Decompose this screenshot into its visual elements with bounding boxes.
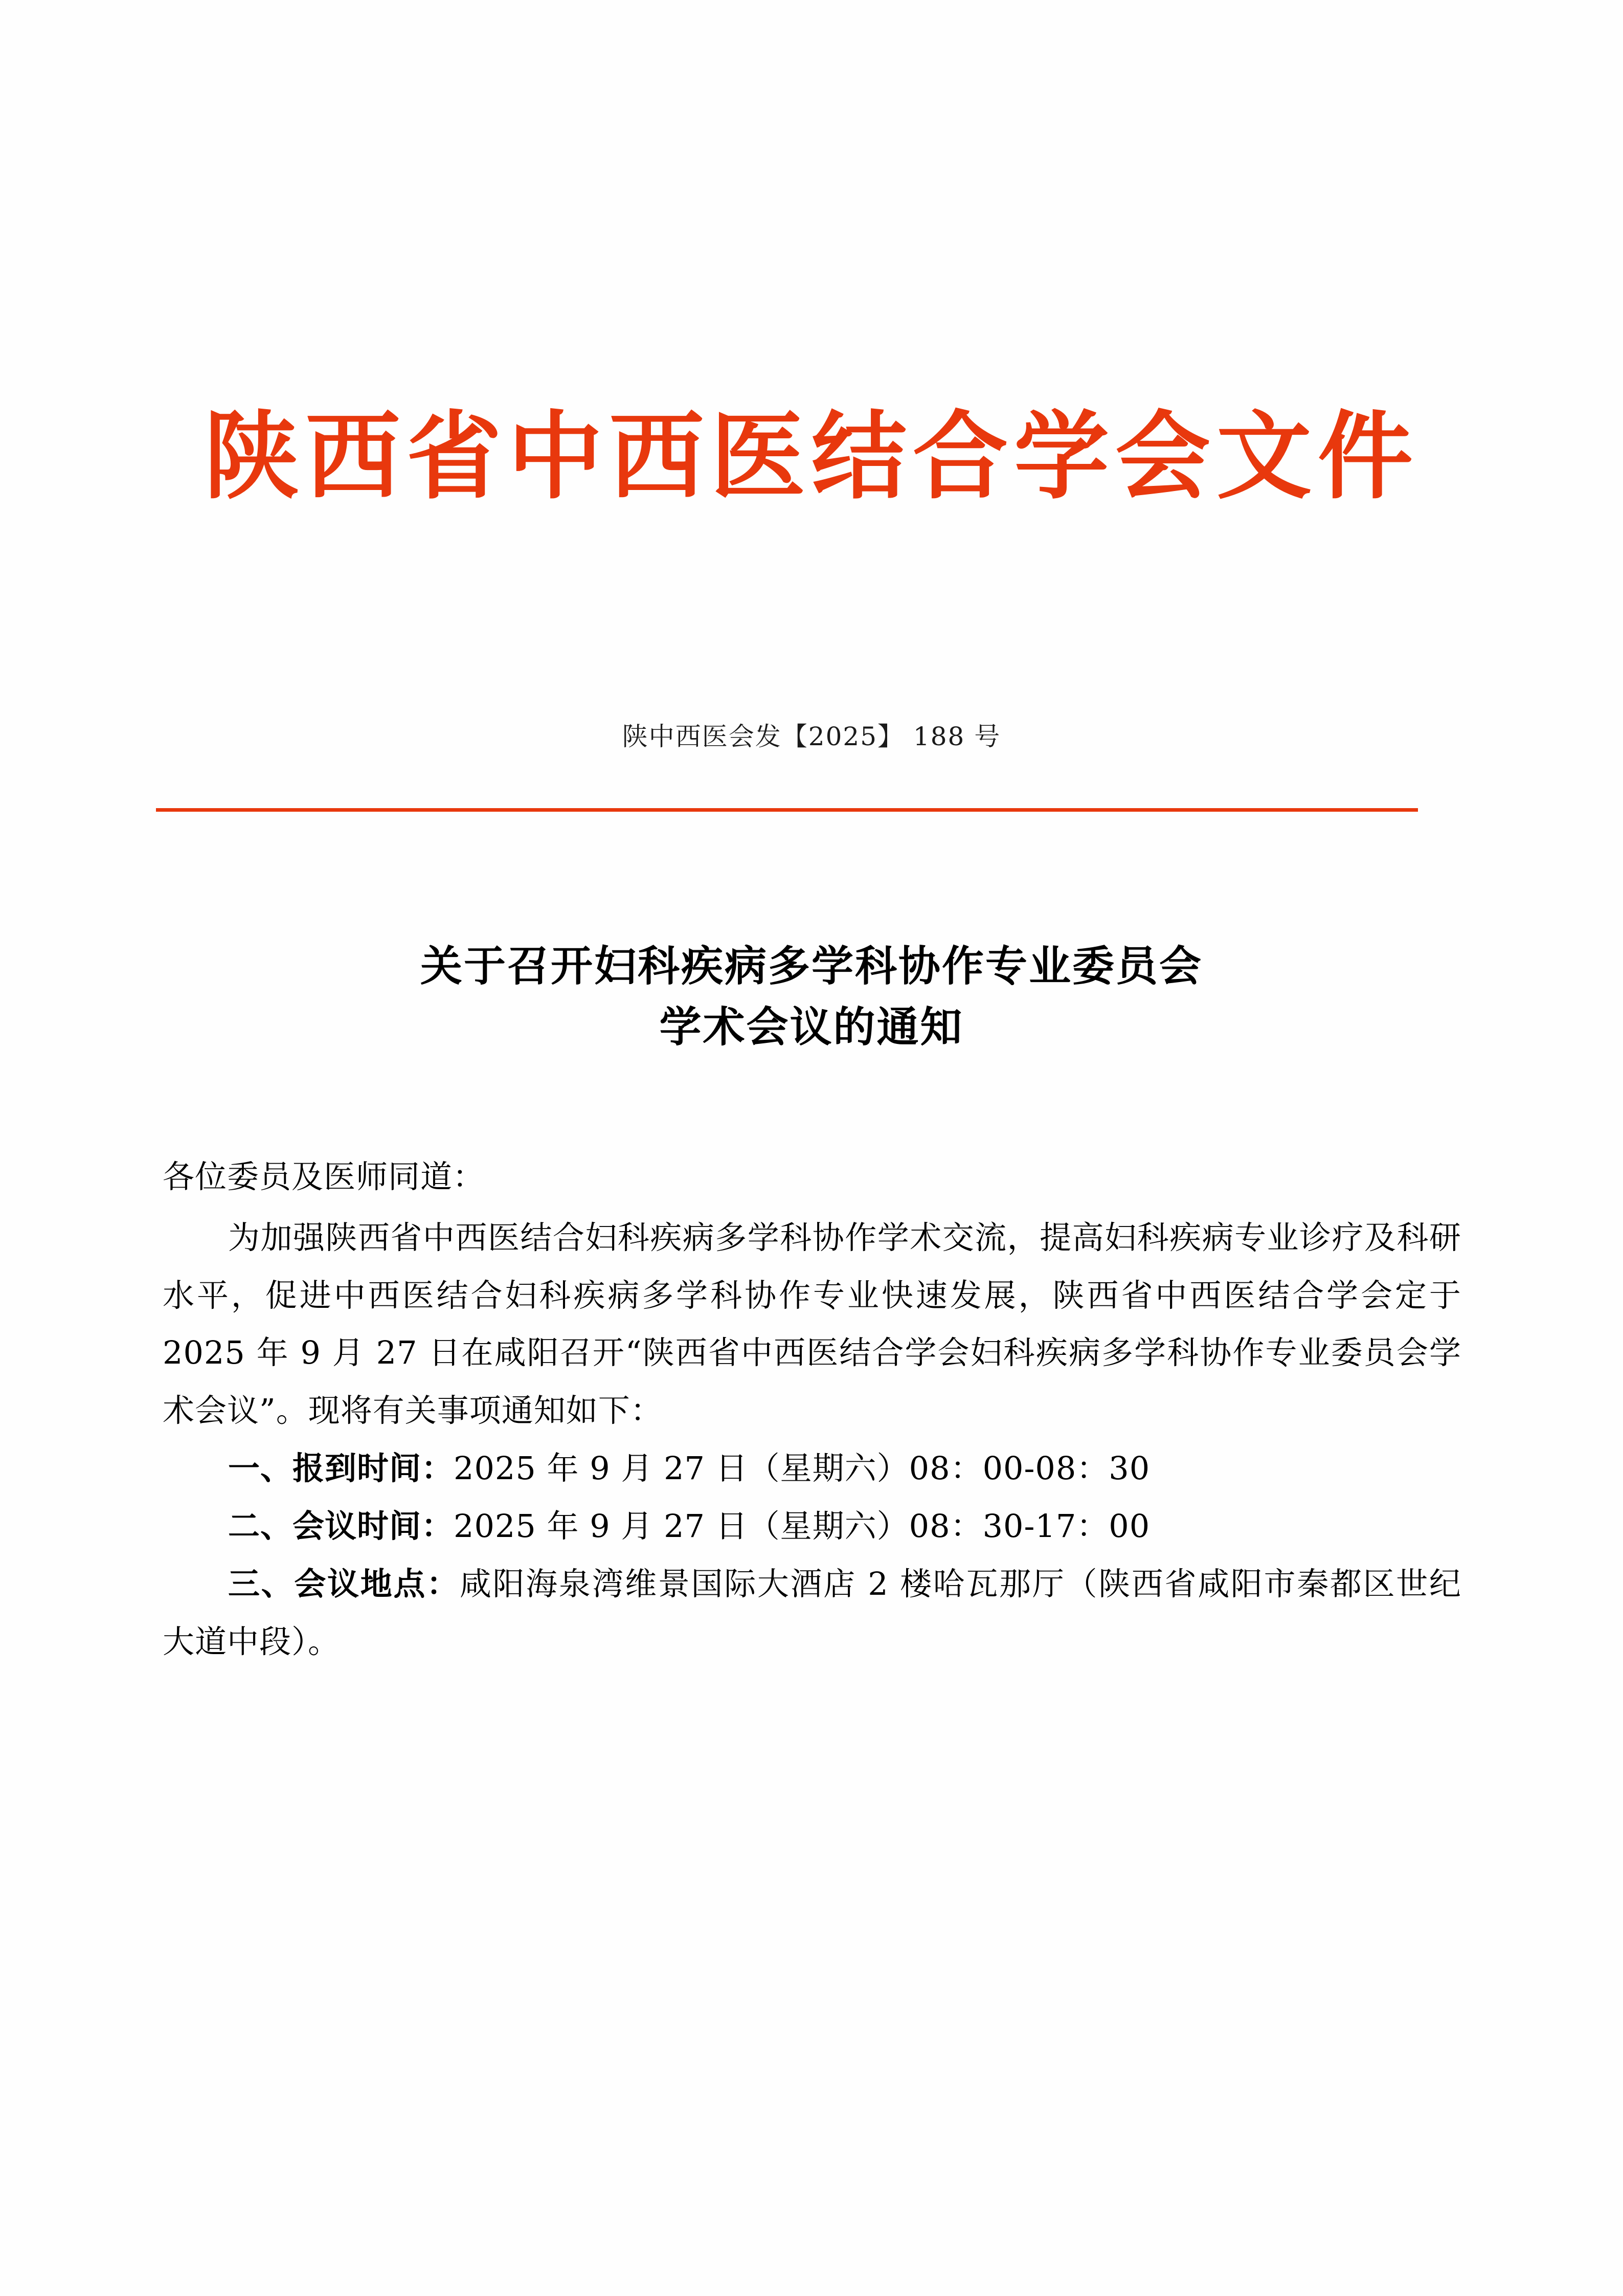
list-item-lead: 三、会议地点： (228, 1565, 460, 1602)
list-item (163, 1498, 1461, 1555)
red-divider-rule (156, 808, 1418, 812)
list-item (163, 1555, 1461, 1671)
page-title-line-2: 学术会议的通知 (659, 1002, 964, 1052)
list-item-text: 2025 年 9 月 27 日（星期六）08：30-17：00 (454, 1507, 1151, 1545)
body-paragraph-1: 为加强陕西省中西医结合妇科疾病多学科协作学术交流，提高妇科疾病专业诊疗及科研水平，促进中西医结合妇科疾病多学科协作专业快速发展，陕西省中西医结合学会定于 2025 年 9 月 27 日在咸阳召开“陕西省中西医结合学会妇科疾病多学科协作专业委员会学术会议”。现将有关事项通知如下： (163, 1218, 1461, 1430)
page-title (0, 936, 1623, 1058)
list-item-text: 咸阳海泉湾维景国际大酒店 2 楼哈瓦那厅（陕西省咸阳市秦都区世纪大道中段）。 (163, 1565, 1461, 1660)
masthead-title: 陕西省中西医结合学会文件 (204, 400, 1419, 512)
list-item (163, 1440, 1461, 1498)
masthead (0, 400, 1623, 512)
list-item-lead: 一、报到时间： (228, 1450, 454, 1487)
list-item-text: 2025 年 9 月 27 日（星期六）08：00-08：30 (454, 1450, 1151, 1487)
document-body (163, 1148, 1461, 1670)
list-item-lead: 二、会议时间： (228, 1507, 454, 1545)
page-title-line-1: 关于召开妇科疾病多学科协作专业委员会 (420, 942, 1203, 991)
salutation: 各位委员及医师同道： (163, 1158, 485, 1195)
document-number: 陕中西医会发【2025】 188 号 (622, 722, 1001, 751)
